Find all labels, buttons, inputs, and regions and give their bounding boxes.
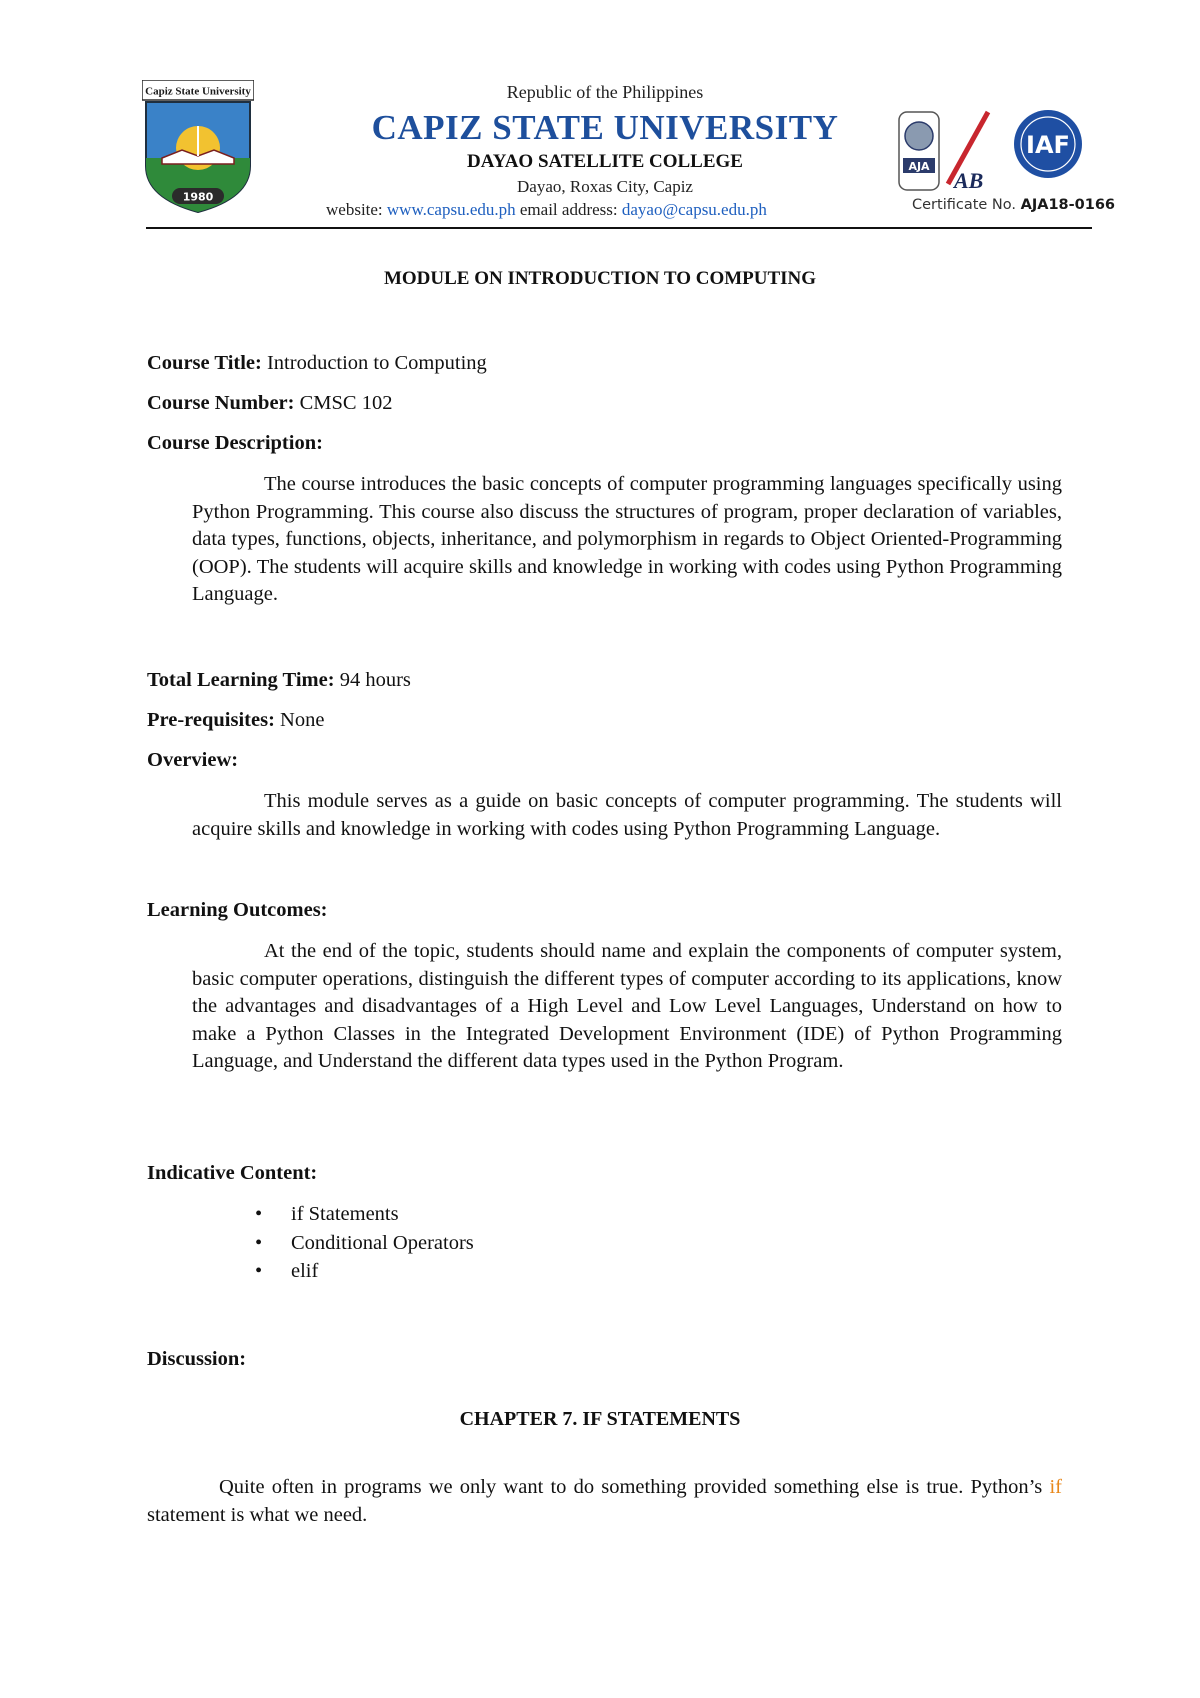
course-description-text [192, 471, 1062, 609]
prerequisites-value: None [280, 709, 325, 731]
course-number-row [147, 392, 392, 415]
list-item-label: Conditional Operators [291, 1231, 474, 1254]
learning-time-row [147, 669, 411, 692]
discussion-label: Discussion: [147, 1348, 247, 1370]
list-item-label: if Statements [291, 1203, 399, 1225]
list-item [255, 1203, 474, 1232]
course-title-value: Introduction to Computing [266, 352, 487, 374]
course-description-body: The course introduces the basic concepts of computer programming languages specifically using Python Programming. This course also discuss the structures of program, proper declaration of variables, data types, functions, objects, inheritance, and polymorphism in regards to Object Oriented-Programming (OOP). The students will acquire skills and knowledge in working with codes using Python Programming Language. [192, 473, 1062, 605]
website-label: website: [326, 200, 383, 219]
contact-line [326, 200, 767, 220]
list-item [255, 1260, 474, 1289]
list-item [255, 1232, 474, 1261]
course-title-label: Course Title: [147, 352, 262, 374]
college-name: DAYAO SATELLITE COLLEGE [467, 151, 743, 172]
course-number-value: CMSC 102 [299, 392, 393, 414]
learning-outcomes-label: Learning Outcomes: [147, 899, 328, 921]
chapter-title: CHAPTER 7. IF STATEMENTS [459, 1408, 741, 1430]
logo-year: 1980 [182, 190, 214, 204]
capsu-logo [142, 80, 254, 214]
overview-row [147, 749, 238, 772]
learning-outcomes-text [192, 938, 1062, 1076]
email-label: email address: [519, 200, 618, 219]
list-item-label: elif [291, 1260, 319, 1282]
learning-time-label: Total Learning Time: [147, 669, 335, 691]
cert-no: AJA18-0166 [1020, 197, 1116, 213]
cert-label: Certificate No. [912, 197, 1016, 213]
republic-line: Republic of the Philippines [506, 82, 704, 102]
course-number-label: Course Number: [147, 392, 295, 414]
address-line: Dayao, Roxas City, Capiz [517, 177, 693, 196]
bullet-icon: • [255, 1260, 263, 1282]
learning-time-value: 94 hours [339, 669, 411, 691]
university-name: CAPIZ STATE UNIVERSITY [371, 108, 839, 147]
header-divider [146, 227, 1092, 229]
learning-outcomes-body: At the end of the topic, students should name and explain the components of computer system, basic computer operations, distinguish the different types of computer according to its applications, know the advantages and disadvantages of a High Level and Low Level Languages, Understand on how to make a Python Classes in the Integrated Development Environment (IDE) of Python Programming Language, and Understand the different data types used in the Python Program. [192, 940, 1062, 1072]
overview-body: This module serves as a guide on basic concepts of computer programming. The students will acquire skills and knowledge in working with codes using Python Programming Language. [192, 790, 1062, 840]
prerequisites-row [147, 709, 324, 732]
certificate-number [912, 197, 1115, 213]
seal-ab-text: AB [954, 168, 984, 193]
course-description-row [147, 432, 323, 455]
email-link[interactable]: dayao@capsu.edu.ph [621, 200, 767, 219]
discussion-row [147, 1348, 246, 1371]
seal-iaf-text: IAF [1026, 131, 1070, 159]
closing-paragraph [147, 1474, 1062, 1529]
website-link[interactable]: www.capsu.edu.ph [386, 200, 516, 219]
learning-outcomes-row [147, 899, 328, 922]
indicative-content-row [147, 1162, 317, 1185]
indicative-content-label: Indicative Content: [147, 1162, 318, 1184]
overview-text [192, 788, 1062, 843]
closing-text-before: Quite often in programs we only want to do something provided something else is true. Python’s [219, 1476, 1050, 1498]
indicative-content-list [255, 1203, 474, 1289]
prerequisites-label: Pre-requisites: [147, 709, 275, 731]
logo-text: Capiz State University [145, 85, 251, 98]
if-keyword: if [1049, 1476, 1062, 1498]
course-title-row [147, 352, 487, 375]
bullet-icon: • [255, 1231, 263, 1254]
overview-label: Overview: [147, 749, 239, 771]
bullet-icon: • [255, 1203, 263, 1225]
module-title: MODULE ON INTRODUCTION TO COMPUTING [383, 268, 817, 289]
closing-text-after: statement is what we need. [147, 1503, 368, 1526]
course-description-label: Course Description: [147, 432, 323, 454]
seal-aja-text: AJA [908, 160, 930, 173]
